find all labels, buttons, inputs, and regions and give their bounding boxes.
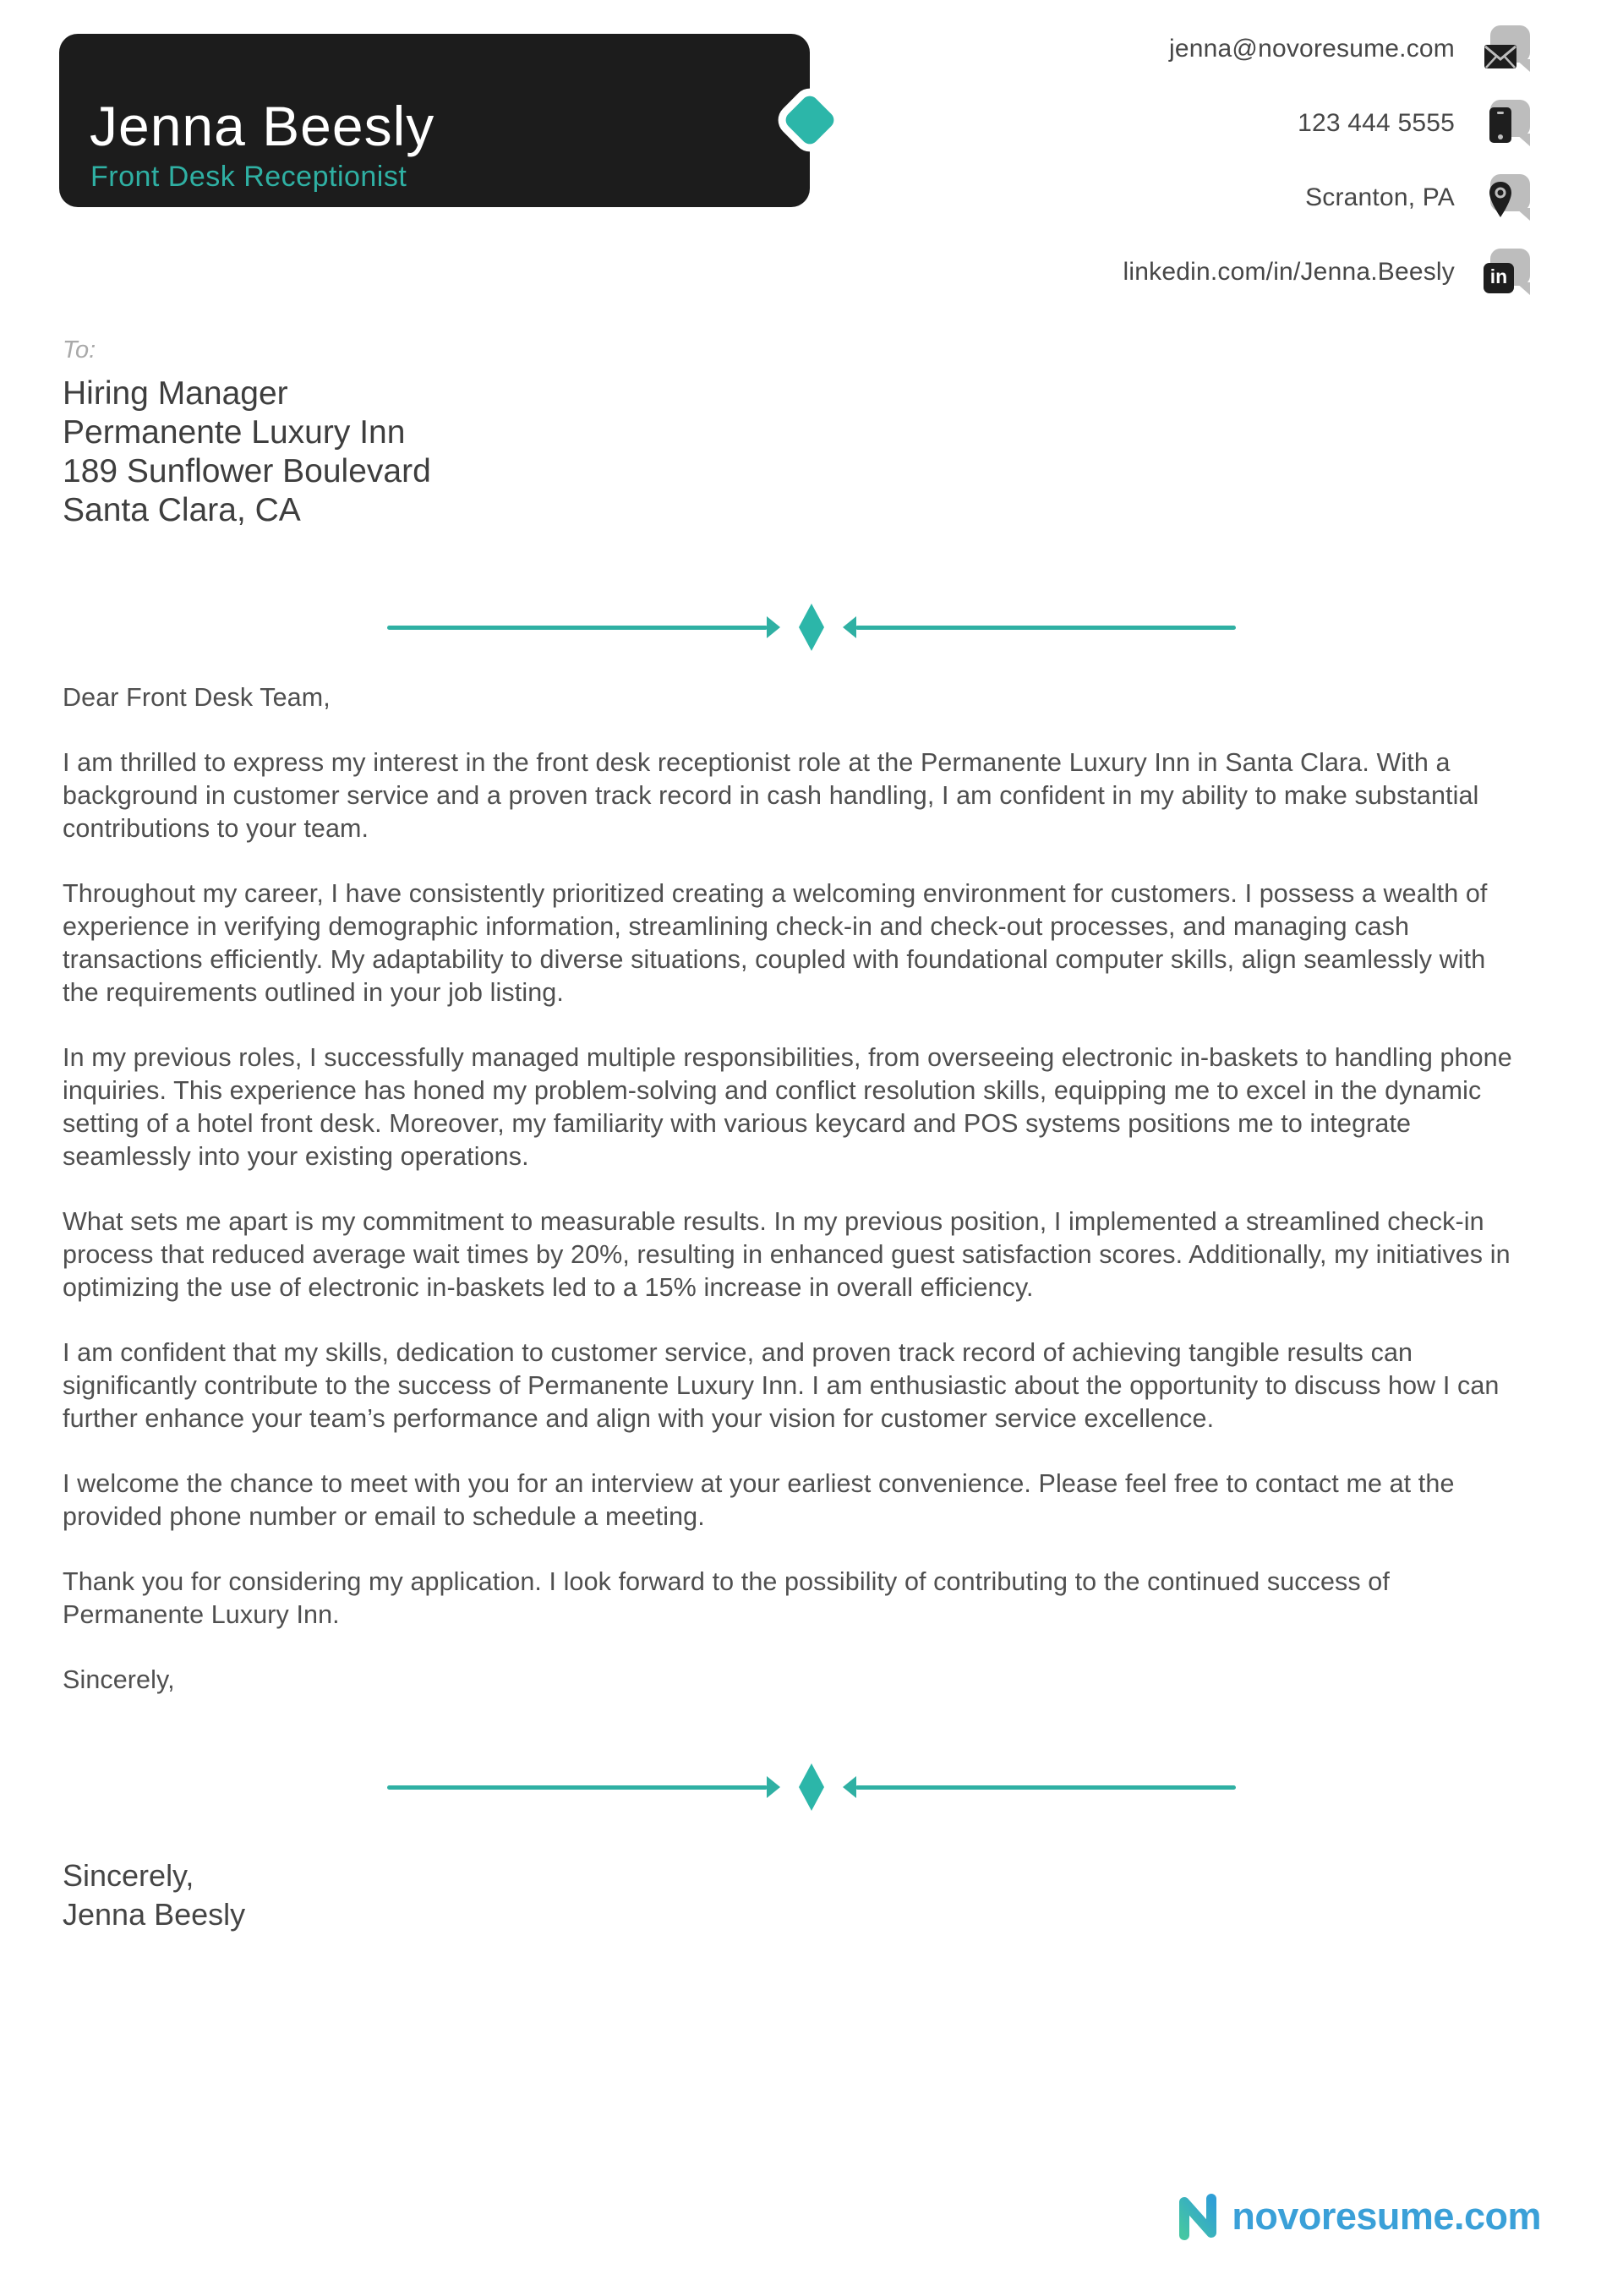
paragraph: Thank you for considering my application. I look forward to the possibility of contributing to the continued success of Permanente Luxury Inn.	[63, 1567, 1390, 1629]
arrow-left-icon	[843, 616, 856, 638]
signature-line: Jenna Beesly	[63, 1897, 246, 1932]
contact-row-location	[1305, 174, 1530, 221]
recipient-line: 189 Sunflower Boulevard	[63, 453, 431, 489]
greeting: Dear Front Desk Team,	[63, 683, 331, 712]
paragraph: I welcome the chance to meet with you for an interview at your earliest convenience. Please feel free to contact me at the provided phone number or email to schedule a meeting.	[63, 1469, 1455, 1531]
linkedin-value[interactable]: linkedin.com/in/Jenna.Beesly	[1123, 257, 1455, 286]
job-title: Front Desk Receptionist	[90, 161, 407, 193]
recipient-line: Hiring Manager	[63, 375, 288, 412]
contact-row-linkedin	[1123, 249, 1530, 295]
arrow-right-icon	[767, 616, 780, 638]
divider-line	[855, 1785, 1236, 1790]
location-pin-icon	[1484, 174, 1530, 221]
recipient-line: Santa Clara, CA	[63, 492, 301, 528]
recipient-line: Permanente Luxury Inn	[63, 414, 406, 451]
smartphone-icon	[1484, 100, 1530, 146]
arrow-right-icon	[767, 1776, 780, 1798]
divider-line	[855, 626, 1236, 630]
section-divider	[387, 1763, 1236, 1811]
paragraph: Throughout my career, I have consistently prioritized creating a welcoming environment for customers. I possess a wealth of experience in verifying demographic information, streamlining check-in and check-out processes, and managing cash transactions efficiently. My adaptability to diverse situations, coupled with foundational computer skills, align seamlessly with the requirements outlined in your job listing.	[63, 879, 1488, 1007]
closing: Sincerely,	[63, 1665, 175, 1694]
email-value[interactable]: jenna@novoresume.com	[1169, 34, 1455, 63]
header-card	[59, 34, 810, 207]
signature-block	[63, 1856, 245, 1934]
divider-line	[387, 1785, 768, 1790]
recipient-block	[63, 336, 431, 530]
diamond-accent-icon	[782, 92, 837, 147]
footer-brand[interactable]	[1175, 2189, 1541, 2244]
contact-row-email	[1169, 25, 1530, 72]
brand-text[interactable]: novoresume.com	[1232, 2195, 1541, 2238]
diamond-icon	[799, 604, 824, 651]
novoresume-logo-icon[interactable]	[1175, 2191, 1221, 2242]
divider-line	[387, 626, 768, 630]
diamond-icon	[799, 1763, 824, 1811]
linkedin-icon[interactable]: in	[1484, 249, 1530, 295]
paragraph: What sets me apart is my commitment to measurable results. In my previous position, I implemented a streamlined check-in process that reduced average wait times by 20%, resulting in enhanced guest satisfaction scores. Additionally, my initiatives in optimizing the use of electronic in-baskets led to a 15% increase in overall efficiency.	[63, 1207, 1511, 1302]
paragraph: I am thrilled to express my interest in the front desk receptionist role at the Permanente Luxury Inn in Santa Clara. With a background in customer service and a proven track record in cash handling, I am confident in my ability to make substantial contributions to your team.	[63, 748, 1479, 843]
paragraph: I am confident that my skills, dedication to customer service, and proven track record of achieving tangible results can significantly contribute to the success of Permanente Luxury Inn. I am enthusiastic about the opportunity to discuss how I can further enhance your team’s performance and align with your vision for customer service excellence.	[63, 1338, 1500, 1433]
letter-body	[63, 681, 1515, 1729]
envelope-icon[interactable]	[1484, 25, 1530, 72]
recipient-label: To:	[63, 336, 96, 364]
phone-value[interactable]: 123 444 5555	[1298, 108, 1455, 137]
paragraph: In my previous roles, I successfully managed multiple responsibilities, from overseeing electronic in-baskets to handling phone inquiries. This experience has honed my problem-solving and conflict resolution skills, equipping me to excel in the dynamic setting of a hotel front desk. Moreover, my familiarity with various keycard and POS systems positions me to integrate seamlessly into your existing operations.	[63, 1043, 1512, 1171]
person-name: Jenna Beesly	[90, 95, 435, 157]
arrow-left-icon	[843, 1776, 856, 1798]
location-value: Scranton, PA	[1305, 183, 1455, 211]
section-divider	[387, 604, 1236, 651]
contact-block	[1123, 25, 1530, 295]
signature-line: Sincerely,	[63, 1858, 194, 1893]
contact-row-phone	[1298, 100, 1530, 146]
